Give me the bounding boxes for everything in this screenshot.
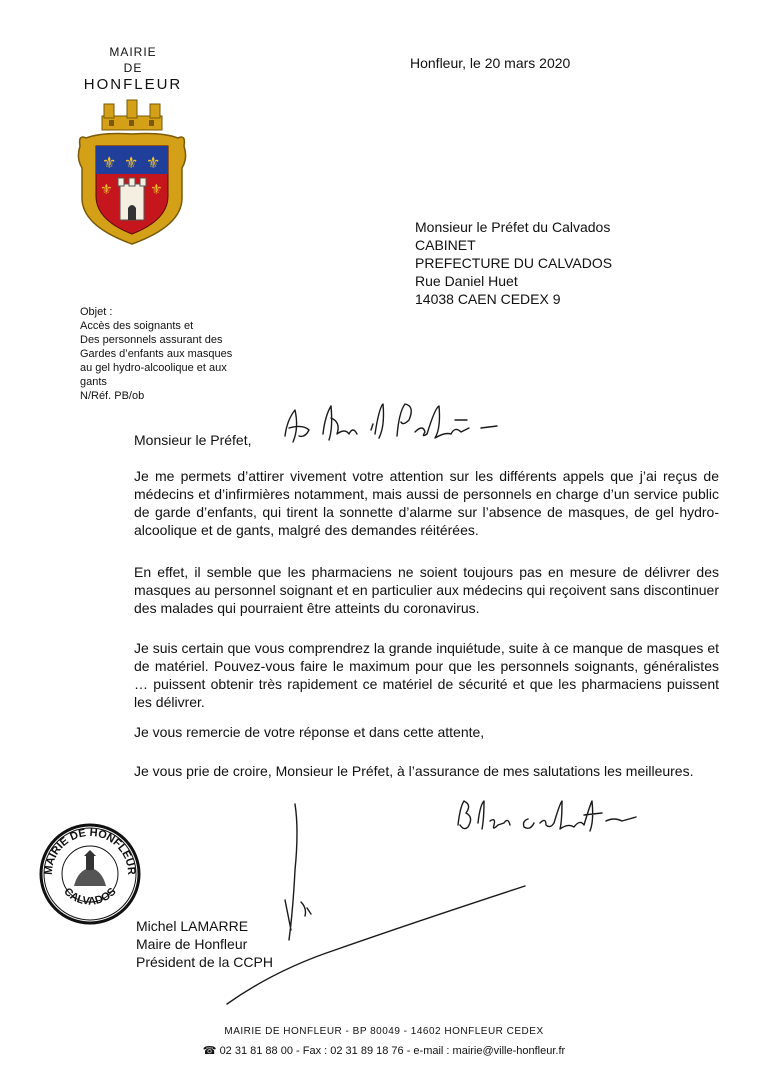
telephone-icon: ☎ <box>202 1045 217 1057</box>
mairie-label: MAIRIE DE <box>109 45 157 75</box>
svg-text:CALVADOS: CALVADOS <box>61 885 119 908</box>
body-paragraph: Je me permets d’attirer vivement votre attention sur les différents appels que j’ai reçus de médecins et d’infirmières notamment, mais aussi de personnels en charge d’un service public de garde d’enfants, qui tirent la sonnette d’alarme sur l’absence de masques, de gel hydro-alcoolique et de gants, malgré des demandes réitérées. <box>134 468 719 538</box>
signatory-block <box>136 917 273 971</box>
svg-text:⚜: ⚜ <box>146 153 161 172</box>
footer-contact <box>0 1044 768 1057</box>
body-paragraph: Je vous prie de croire, Monsieur le Préfet, à l’assurance de mes salutations les meilleures. <box>134 763 694 779</box>
svg-text:⚜: ⚜ <box>102 153 117 172</box>
reference: N/Réf. PB/ob <box>80 390 145 402</box>
signatory-name: Michel LAMARRE <box>136 918 249 934</box>
recipient-line: CABINET <box>415 237 476 253</box>
footer-contact-text: 02 31 81 88 00 - Fax : 02 31 89 18 76 - e-mail : mairie@ville-honfleur.fr <box>219 1045 566 1057</box>
subject-line: gants <box>80 376 107 388</box>
body-paragraph: Je suis certain que vous comprendrez la grande inquiétude, suite à ce manque de masques et de matériel. Pouvez-vous faire le maximum pour que les personnels soignants, généralistes … puissent obtenir très rapidement ce matériel de sécurité et que les pharmaciens puissent les délivrer. <box>134 640 719 710</box>
coat-of-arms-icon <box>72 98 192 248</box>
mayor-signature <box>215 790 555 1010</box>
subject-line: Gardes d’enfants aux masques <box>80 348 233 360</box>
recipient-line: 14038 CAEN CEDEX 9 <box>415 291 561 307</box>
subject-line: au gel hydro-alcoolique et aux <box>80 362 227 374</box>
signatory-title: Maire de Honfleur <box>136 936 248 952</box>
subject-block <box>80 305 270 403</box>
svg-text:⚜: ⚜ <box>100 182 113 198</box>
svg-text:⚜: ⚜ <box>124 153 139 172</box>
recipient-line: Rue Daniel Huet <box>415 273 518 289</box>
body-paragraph: Je vous remercie de votre réponse et dans cette attente, <box>134 724 485 740</box>
mural-crown-icon <box>102 100 162 130</box>
mairie-stamp-icon <box>38 822 142 926</box>
svg-text:MAIRIE DE HONFLEUR: MAIRIE DE HONFLEUR <box>42 826 138 876</box>
date-line: Honfleur, le 20 mars 2020 <box>410 55 571 71</box>
salutation: Monsieur le Préfet, <box>134 432 252 448</box>
subject-line: Des personnels assurant des <box>80 334 223 346</box>
signatory-title: Président de la CCPH <box>136 954 273 970</box>
recipient-line: PREFECTURE DU CALVADOS <box>415 255 613 271</box>
tower-icon <box>118 178 146 220</box>
city-name: HONFLEUR <box>83 76 183 93</box>
handwritten-greeting <box>275 398 515 458</box>
footer-address: MAIRIE DE HONFLEUR - BP 80049 - 14602 HONFLEUR CEDEX <box>224 1026 544 1037</box>
svg-text:⚜: ⚜ <box>150 182 163 198</box>
subject-label: Objet : <box>80 306 113 318</box>
recipient-line: Monsieur le Préfet du Calvados <box>415 219 611 235</box>
recipient-address <box>415 218 612 308</box>
subject-line: Accès des soignants et <box>80 320 194 332</box>
body-paragraph: En effet, il semble que les pharmaciens ne soient toujours pas en mesure de délivrer des masques au personnel soignant et en particulier aux médecins qui reçoivent sans discontinuer des malades qui pourraient être atteints du coronavirus. <box>134 564 719 616</box>
